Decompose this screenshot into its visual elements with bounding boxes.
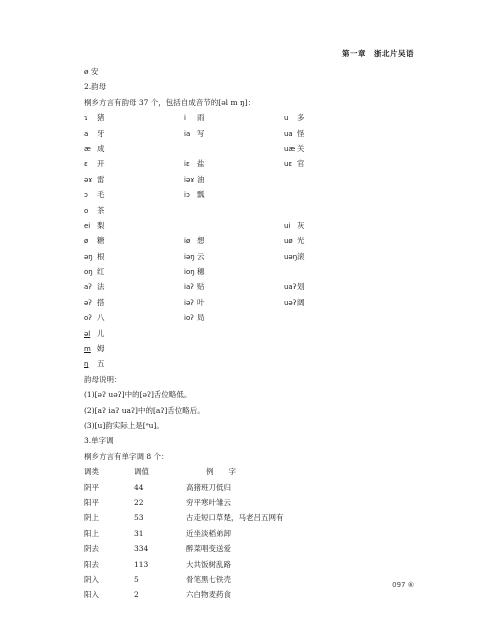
final-example: 梨: [97, 220, 105, 230]
finals-table: [84, 110, 424, 325]
final-example: 滚: [297, 251, 305, 261]
tones-table: [84, 480, 424, 603]
final-ipa: uaʔ: [284, 283, 297, 292]
final-cell: [84, 356, 105, 372]
finals-row: [84, 187, 424, 202]
final-example: 想: [197, 236, 205, 246]
final-cell: [184, 310, 205, 326]
tone-value: 22: [134, 497, 144, 507]
page-body: [84, 64, 424, 603]
final-ipa: iəʔ: [184, 298, 194, 307]
final-cell: [84, 156, 105, 172]
final-example: 红: [97, 267, 105, 277]
tones-intro: 桐乡方言有单字调 8 个：: [84, 451, 169, 461]
final-ipa: ɛ: [84, 160, 88, 169]
final-cell: [84, 326, 105, 342]
final-cell: [284, 279, 305, 295]
tone-category: 阳平: [84, 497, 99, 507]
tone-row: [84, 587, 424, 602]
final-example: 划: [297, 282, 305, 292]
tone-value: 44: [134, 482, 144, 492]
final-ipa: ɿ: [84, 114, 88, 123]
final-ipa: m: [84, 345, 91, 354]
final-cell: [84, 310, 105, 326]
final-ipa: æ: [84, 144, 91, 153]
final-cell: [84, 341, 105, 357]
tone-category: 阴上: [84, 513, 99, 523]
final-cell: [184, 264, 205, 280]
final-cell: [84, 279, 105, 295]
tone-value: 5: [134, 574, 139, 584]
final-ipa: oʔ: [84, 314, 92, 323]
final-ipa: ŋ: [84, 360, 89, 369]
final-example: 毛: [97, 190, 105, 200]
final-example: 瓢: [197, 190, 205, 200]
final-example: 官: [297, 159, 305, 169]
final-example: 多: [297, 113, 305, 123]
final-cell: [84, 126, 105, 142]
final-cell: [184, 233, 205, 249]
final-example: 盐: [197, 159, 205, 169]
final-example: 贴: [197, 282, 205, 292]
final-cell: [184, 126, 205, 142]
finals-row: [84, 279, 424, 294]
syllabic-row: [84, 341, 424, 356]
tone-category: 阳入: [84, 590, 99, 600]
final-example: 成: [97, 143, 105, 153]
final-cell: [184, 249, 205, 265]
final-ipa: iɔ: [184, 191, 190, 200]
final-cell: [284, 126, 305, 142]
tone-category: 阳去: [84, 559, 99, 569]
tone-examples-header: 例 字: [206, 467, 236, 477]
final-cell: [84, 295, 105, 311]
final-example: 局: [197, 313, 205, 323]
final-example: 姆: [97, 344, 105, 354]
final-cell: [284, 249, 305, 265]
final-example: 雨: [197, 113, 205, 123]
final-ipa: aʔ: [84, 283, 92, 292]
final-ipa: uæ: [284, 144, 296, 153]
final-cell: [84, 233, 105, 249]
tone-row: [84, 480, 424, 495]
tone-row: [84, 557, 424, 572]
final-ipa: i: [184, 114, 186, 123]
final-cell: [284, 295, 305, 311]
final-ipa: əʔ: [84, 298, 92, 307]
tone-row: [84, 495, 424, 510]
final-cell: [184, 172, 205, 188]
tone-examples: 六白物麦药食: [186, 590, 231, 600]
tones-header-row: [84, 464, 424, 479]
note-item: (1)[əʔ uəʔ]中的[əʔ]舌位略低。: [84, 390, 192, 400]
tone-examples: 古走短口草楚，马老吕五网有: [186, 513, 284, 523]
finals-row: [84, 310, 424, 325]
final-ipa: iaʔ: [184, 283, 194, 292]
final-cell: [284, 233, 305, 249]
tone-category: 阴平: [84, 482, 99, 492]
note-item: (2)[aʔ iaʔ uaʔ]中的[aʔ]舌位略后。: [84, 405, 205, 415]
tone-value: 113: [134, 559, 149, 569]
tone-examples: 大共饭树乱路: [186, 559, 231, 569]
finals-row: [84, 233, 424, 248]
tone-row: [84, 526, 424, 541]
final-ipa: iəɤ: [184, 175, 195, 184]
final-cell: [84, 264, 105, 280]
final-cell: [284, 218, 305, 234]
tone-category-header: 调类: [84, 467, 99, 477]
final-example: 猪: [97, 113, 105, 123]
tone-value-header: 调值: [134, 467, 149, 477]
final-ipa: a: [84, 129, 89, 138]
final-ipa: u: [284, 114, 289, 123]
final-ipa: əɤ: [84, 175, 93, 184]
finals-row: [84, 203, 424, 218]
final-example: 阔: [297, 297, 305, 307]
final-example: 油: [197, 174, 205, 184]
tone-row: [84, 572, 424, 587]
tone-value: 53: [134, 513, 144, 523]
final-ipa: uø: [284, 237, 293, 246]
syllabic-row: [84, 326, 424, 341]
final-ipa: ioŋ: [184, 268, 195, 277]
final-example: 云: [197, 251, 205, 261]
final-ipa: ø: [84, 237, 89, 246]
final-example: 灰: [297, 220, 305, 230]
tone-category: 阴入: [84, 574, 99, 584]
final-cell: [184, 156, 205, 172]
final-cell: [84, 110, 105, 126]
tone-examples: 醉菜唱变送爱: [186, 544, 231, 554]
finals-row: [84, 110, 424, 125]
final-cell: [184, 187, 205, 203]
chapter-header: 第一章 浙北片吴语: [342, 49, 414, 58]
note-item: (3)[u]韵实际上是[ᵊu]。: [84, 420, 164, 430]
finals-row: [84, 249, 424, 264]
finals-heading: 2.韵母: [84, 82, 107, 92]
tone-category: 阳上: [84, 528, 99, 538]
final-ipa: uəʔ: [284, 298, 297, 307]
page-number: 097 ⑥: [392, 581, 414, 589]
final-ipa: iɛ: [184, 160, 190, 169]
final-example: 法: [97, 282, 105, 292]
final-ipa: əŋ: [84, 252, 93, 261]
final-example: 搭: [97, 297, 105, 307]
final-ipa: əl: [84, 329, 91, 338]
final-cell: [84, 187, 105, 203]
tone-examples: 近坐淡稻弟卸: [186, 528, 231, 538]
final-example: 光: [297, 236, 305, 246]
tone-row: [84, 510, 424, 525]
tone-value: 334: [134, 544, 149, 554]
final-cell: [84, 203, 105, 219]
final-example: 关: [297, 143, 305, 153]
final-cell: [184, 110, 205, 126]
final-example: 穗: [197, 267, 205, 277]
final-example: 八: [97, 313, 105, 323]
tones-heading: 3.单字调: [84, 436, 114, 446]
final-ipa: ei: [84, 221, 91, 230]
final-example: 茶: [97, 205, 105, 215]
final-ipa: uəŋ: [284, 252, 298, 261]
final-cell: [284, 156, 305, 172]
top-line: ø 安: [84, 67, 99, 76]
final-ipa: oŋ: [84, 268, 93, 277]
final-ipa: ui: [284, 221, 291, 230]
tone-examples: 骨笔黑七铁壳: [186, 574, 231, 584]
finals-row: [84, 126, 424, 141]
final-example: 根: [97, 251, 105, 261]
finals-row: [84, 295, 424, 310]
final-ipa: iəŋ: [184, 252, 195, 261]
final-example: 五: [97, 359, 105, 369]
final-ipa: ioʔ: [184, 314, 194, 323]
final-example: 儿: [97, 328, 105, 338]
tone-category: 阴去: [84, 544, 99, 554]
final-example: 开: [97, 159, 105, 169]
tone-value: 2: [134, 590, 139, 600]
final-example: 怪: [297, 128, 305, 138]
final-ipa: ɔ: [84, 191, 88, 200]
final-example: 叶: [197, 297, 205, 307]
notes-heading: 韵母说明：: [84, 374, 122, 384]
final-example: 写: [197, 128, 205, 138]
tone-examples: 高猪班刀低归: [186, 482, 231, 492]
finals-row: [84, 156, 424, 171]
final-cell: [84, 249, 105, 265]
final-cell: [184, 295, 205, 311]
final-cell: [84, 141, 105, 157]
final-example: 雷: [97, 174, 105, 184]
finals-row: [84, 141, 424, 156]
tone-row: [84, 541, 424, 556]
finals-row: [84, 264, 424, 279]
finals-row: [84, 218, 424, 233]
final-ipa: o: [84, 206, 89, 215]
final-example: 糖: [97, 236, 105, 246]
final-ipa: ua: [284, 129, 293, 138]
final-ipa: ia: [184, 129, 191, 138]
final-cell: [84, 172, 105, 188]
final-example: 牙: [97, 128, 105, 138]
finals-row: [84, 172, 424, 187]
final-cell: [284, 110, 305, 126]
syllabic-list: [84, 326, 424, 372]
final-ipa: iø: [184, 237, 191, 246]
finals-intro: 桐乡方言有韵母 37 个，包括自成音节的[əl m ŋ]：: [84, 97, 256, 107]
tone-examples: 穷平寒叶雏云: [186, 497, 231, 507]
final-cell: [284, 141, 305, 157]
tone-value: 31: [134, 528, 144, 538]
syllabic-row: [84, 356, 424, 371]
final-cell: [184, 279, 205, 295]
final-ipa: uɛ: [284, 160, 293, 169]
final-cell: [84, 218, 105, 234]
